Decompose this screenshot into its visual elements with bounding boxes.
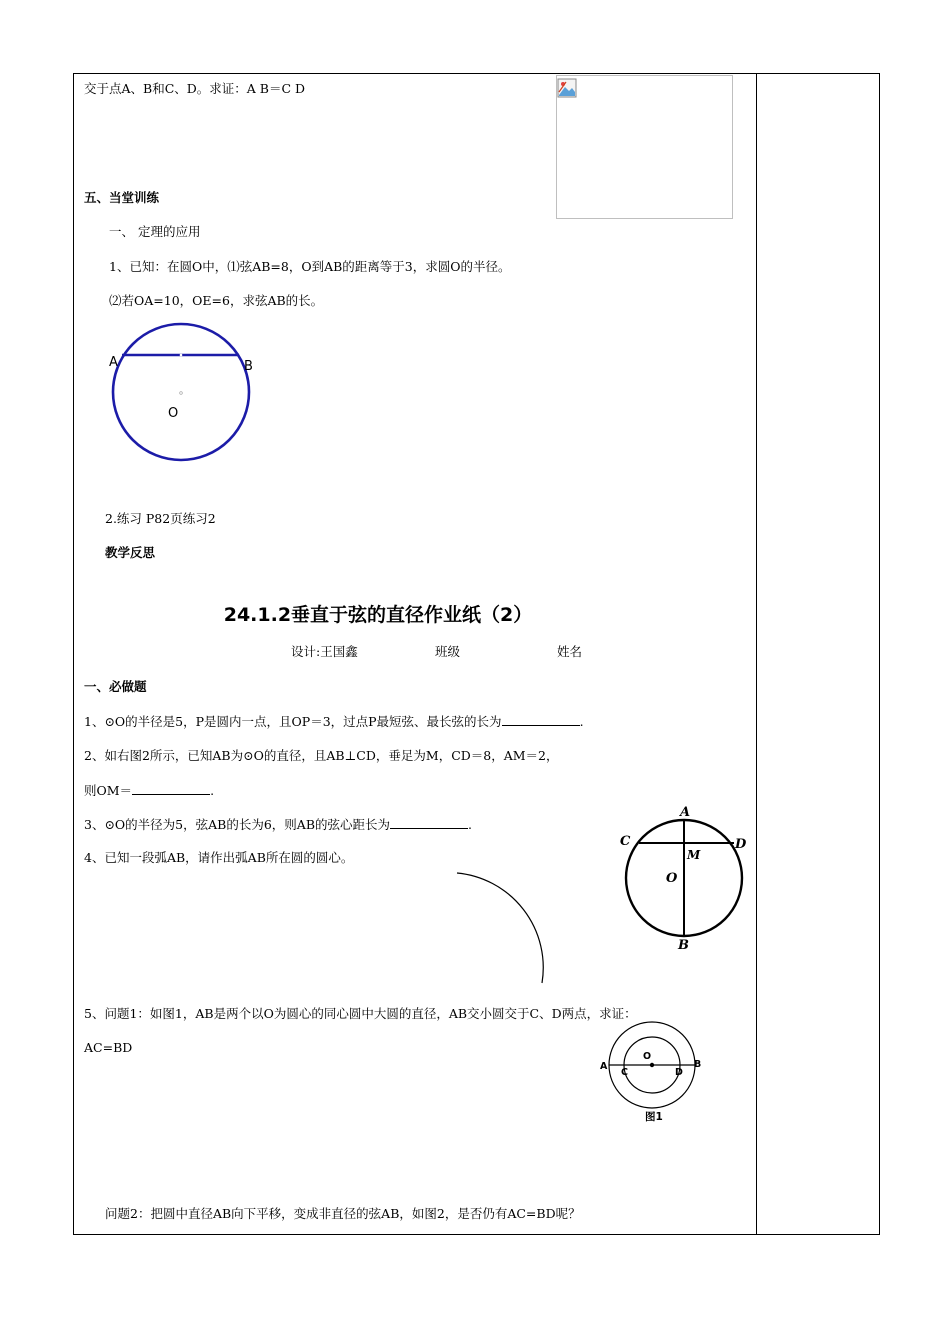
fig3-caption: 图1 bbox=[645, 1111, 663, 1123]
reflection-heading: 教学反思 bbox=[105, 545, 156, 560]
label-a: A bbox=[109, 355, 118, 370]
fig2-label-b: B bbox=[678, 938, 689, 953]
fig2-label-c: C bbox=[620, 834, 631, 849]
worksheet-frame bbox=[73, 73, 880, 1235]
intro-line: 交于点A、B和C、D。求证：A B＝C D bbox=[84, 81, 306, 96]
homework-title: 24.1.2垂直于弦的直径作业纸（2） bbox=[223, 604, 533, 626]
figure-1-concentric bbox=[595, 1025, 710, 1125]
hw-question-4: 4、已知一段弧AB，请作出弧AB所在圆的圆心。 bbox=[84, 850, 354, 865]
fig2-label-o: O bbox=[666, 871, 678, 886]
fig3-label-b: B bbox=[694, 1059, 702, 1070]
fig2-label-m: M bbox=[687, 848, 701, 862]
question-1: 1、已知：在圆O中，⑴弦AB=8，O到AB的距离等于3，求圆O的半径。 bbox=[109, 259, 511, 274]
hw-question-3: 3、⊙O的半径为5，弦AB的长为6，则AB的弦心距长为 bbox=[84, 817, 391, 832]
label-b: B bbox=[244, 359, 253, 374]
name-field: 姓名 bbox=[557, 644, 583, 659]
image-placeholder bbox=[556, 75, 733, 219]
fig2-label-a: A bbox=[680, 805, 691, 820]
answer-blank-2[interactable] bbox=[132, 782, 210, 795]
figure-circle-chord bbox=[105, 320, 265, 470]
broken-image-icon bbox=[557, 78, 577, 98]
question-2: ⑵若OA=10，OE=6，求弦AB的长。 bbox=[109, 293, 324, 308]
hw-question-2b: 则OM＝ bbox=[84, 783, 133, 798]
section5-sub: 一、 定理的应用 bbox=[109, 224, 201, 239]
label-o: O bbox=[168, 406, 179, 421]
fig3-label-a: A bbox=[600, 1061, 608, 1072]
designer: 设计:王国鑫 bbox=[291, 644, 358, 659]
hw-question-1: 1、⊙O的半径是5，P是圆内一点，且OP＝3，过点P最短弦、最长弦的长为 bbox=[84, 714, 502, 729]
fig3-label-c: C bbox=[621, 1067, 628, 1078]
section1-heading: 一、必做题 bbox=[84, 679, 147, 694]
arc-ab-figure bbox=[450, 865, 560, 990]
column-divider bbox=[756, 73, 757, 1235]
figure-2-perpendicular bbox=[612, 800, 757, 960]
section5-heading: 五、当堂训练 bbox=[84, 190, 160, 205]
fig3-label-d: D bbox=[675, 1067, 683, 1078]
hw-question-5a: 5、问题1：如图1，AB是两个以O为圆心的同心圆中大圆的直径，AB交小圆交于C、D两点，求证： bbox=[84, 1006, 637, 1021]
fig2-label-d: D bbox=[735, 837, 747, 852]
hw-question-5b: AC=BD bbox=[84, 1040, 133, 1055]
practice-line: 2.练习 P82页练习2 bbox=[105, 511, 216, 526]
hw-question-2a: 2、如右图2所示，已知AB为⊙O的直径，且AB⊥CD，垂足为M，CD＝8，AM＝2， bbox=[84, 748, 559, 763]
fig3-label-o: O bbox=[643, 1051, 652, 1062]
hw-question-6: 问题2：把圆中直径AB向下平移，变成非直径的弦AB，如图2，是否仍有AC=BD呢？ bbox=[105, 1206, 581, 1221]
class-field: 班级 bbox=[435, 644, 461, 659]
arc-ab bbox=[457, 873, 543, 983]
answer-blank-1[interactable] bbox=[502, 713, 580, 726]
answer-blank-3[interactable] bbox=[390, 816, 468, 829]
